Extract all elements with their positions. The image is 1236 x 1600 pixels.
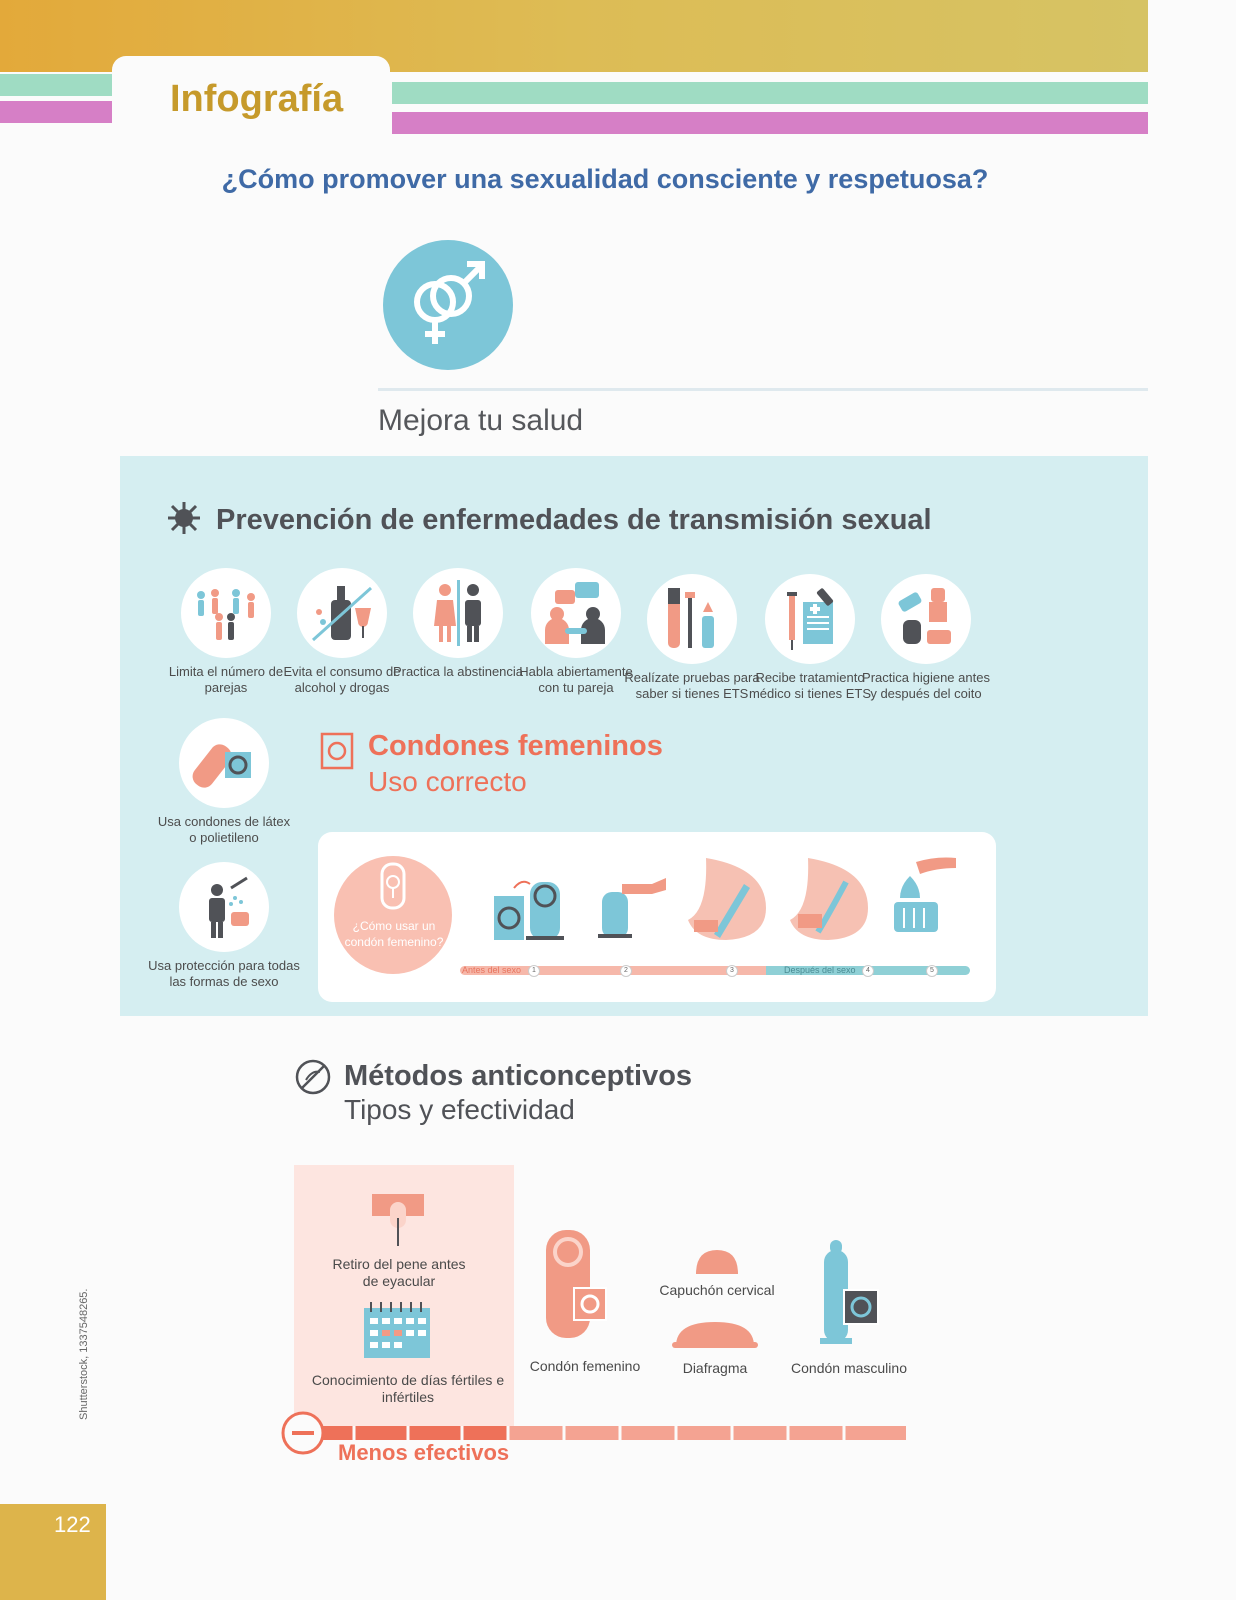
tip-label: Habla abiertamente con tu pareja xyxy=(519,664,633,695)
how-to-text: ¿Cómo usar un condón femenino? xyxy=(344,919,444,949)
method-diaphragm-label: Diafragma xyxy=(682,1360,748,1376)
step-4-icon xyxy=(788,854,878,949)
tip-label: Recibe tratamiento médico si tienes ETS xyxy=(748,670,872,701)
tip-label: Realízate pruebas para saber si tienes ETS xyxy=(624,670,760,701)
female-condom-method-icon xyxy=(544,1228,614,1347)
effectiveness-bar xyxy=(308,1426,906,1440)
tip-label: Practica la abstinencia xyxy=(392,664,524,679)
step-3-icon xyxy=(686,854,776,949)
test-tubes-icon xyxy=(647,574,737,664)
step-number-2: 2 xyxy=(620,965,632,977)
tip-label: Limita el número de parejas xyxy=(168,664,284,695)
salud-label: Mejora tu salud xyxy=(378,404,584,437)
tip-use-condoms xyxy=(154,718,294,846)
tip-label: Practica higiene antes y después del coito xyxy=(862,670,990,701)
condones-subtitle: Uso correcto xyxy=(368,766,527,797)
method-female-condom-label: Condón femenino xyxy=(529,1358,641,1374)
tip-hygiene xyxy=(858,574,994,702)
tip-get-tested xyxy=(624,574,760,702)
male-condom-icon xyxy=(820,1238,880,1353)
step-5-icon xyxy=(890,852,970,943)
calendar-icon xyxy=(362,1300,432,1365)
minus-icon xyxy=(280,1410,326,1461)
tip-all-forms xyxy=(144,862,304,990)
withdrawal-icon xyxy=(370,1192,426,1253)
tip-label: Usa protección para todas las formas de sexo xyxy=(148,958,300,989)
condom-icon xyxy=(179,718,269,808)
no-alcohol-icon xyxy=(297,568,387,658)
female-condom-icon xyxy=(320,732,354,775)
condones-title: Condones femeninos xyxy=(368,730,663,762)
timeline-before-label: Antes del sexo xyxy=(462,965,522,975)
magenta-stripe-right xyxy=(392,112,1148,134)
step-2-icon xyxy=(596,864,676,949)
how-to-circle xyxy=(334,856,452,974)
effectiveness-label: Menos efectivos xyxy=(338,1440,510,1465)
method-male-condom-label: Condón masculino xyxy=(791,1360,907,1376)
couple-talking-icon xyxy=(531,568,621,658)
no-pregnancy-icon xyxy=(294,1058,332,1101)
main-question: ¿Cómo promover una sexualidad consciente y respetuosa? xyxy=(221,164,989,194)
green-stripe-right xyxy=(392,82,1148,104)
step-number-5: 5 xyxy=(926,965,938,977)
people-group-icon xyxy=(181,568,271,658)
method-calendar-label: Conocimiento de días fértiles e infértiles xyxy=(311,1372,505,1405)
step-1-icon xyxy=(490,868,570,953)
tip-abstinence xyxy=(390,568,526,680)
tip-label: Usa condones de látex o polietileno xyxy=(157,814,291,845)
page-number: 122 xyxy=(54,1512,91,1537)
method-withdrawal-label: Retiro del pene antes de eyacular xyxy=(332,1256,466,1289)
method-cervical-cap-label: Capuchón cervical xyxy=(659,1282,775,1298)
virus-icon xyxy=(166,500,202,541)
metodos-subtitle: Tipos y efectividad xyxy=(344,1094,575,1125)
shower-person-icon xyxy=(179,862,269,952)
magenta-stripe-left xyxy=(0,101,112,123)
tip-label: Evita el consumo de alcohol y drogas xyxy=(283,664,401,695)
diaphragm-icon xyxy=(672,1318,758,1353)
image-credit: Shutterstock, 1337548265. xyxy=(78,1288,90,1420)
gender-symbols-icon xyxy=(383,240,513,370)
step-number-4: 4 xyxy=(862,965,874,977)
divider xyxy=(378,388,1148,391)
cervical-cap-icon xyxy=(692,1246,742,1281)
step-number-1: 1 xyxy=(528,965,540,977)
prevention-title: Prevención de enfermedades de transmisión sexual xyxy=(216,504,932,536)
timeline-after-label: Después del sexo xyxy=(784,965,856,975)
green-stripe-left xyxy=(0,74,112,96)
couple-separated-icon xyxy=(413,568,503,658)
metodos-title: Métodos anticonceptivos xyxy=(344,1060,693,1092)
step-number-3: 3 xyxy=(726,965,738,977)
tab-title: Infografía xyxy=(170,78,344,120)
medical-treatment-icon xyxy=(765,574,855,664)
hygiene-icon xyxy=(881,574,971,664)
